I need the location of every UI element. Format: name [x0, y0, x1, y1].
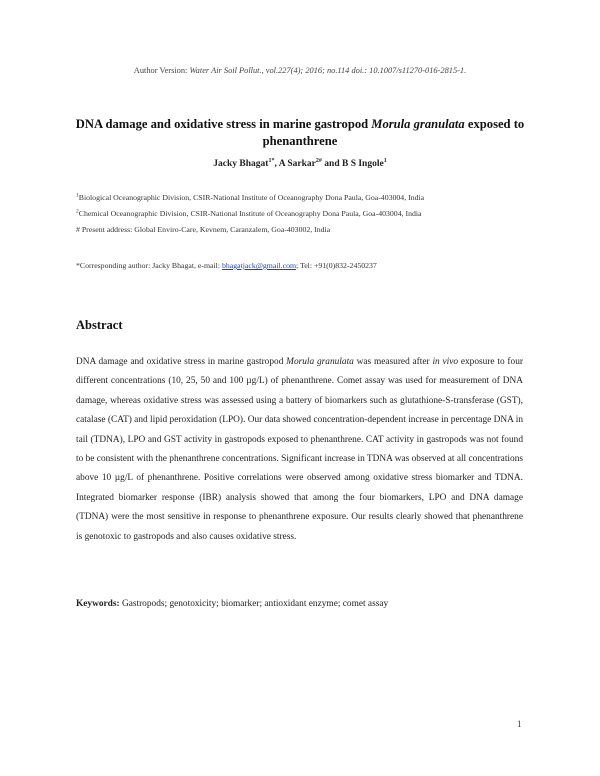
author-3-name: B S Ingole	[341, 159, 384, 169]
abstract-text: DNA damage and oxidative stress in marine gastropod	[76, 357, 287, 367]
keywords-text: Gastropods; genotoxicity; biomarker; antioxidant enzyme; comet assay	[119, 599, 389, 609]
email-link[interactable]: bhagatjack@gmail.com	[221, 261, 297, 270]
affiliation-2-text: Chemical Oceanographic Division, CSIR-National Institute of Oceanography Dona Paula, Goa-403004, India	[78, 209, 422, 218]
abstract-in-vivo: in vivo	[432, 357, 459, 367]
author-version-prefix: Author Version:	[133, 66, 190, 75]
abstract-text: was measured after	[353, 357, 433, 367]
abstract-text: exposure to four different concentrations (10, 25, 50 and 100 µg/L) of phenanthrene. Comet assay was used for measurement of DNA damage, whereas oxidative stress was assessed using a battery of biomarkers such as glutathione-S-transferase (GST), catalase (CAT) and lipid peroxidation (LPO). Our data showed concentration-dependent increase in percentage DNA in tail (TDNA), LPO and GST activity in gastropods exposed to phenanthrene. CAT activity in gastropods was not found to be consistent with the phenanthrene concentrations. Significant increase in TDNA was observed at all concentrations above 10 µg/L of phenanthrene. Positive correlations were observed among oxidative stress biomarker and TDNA. Integrated biomarker response (IBR) analysis showed that among the four biomarkers, LPO and DNA damage (TDNA) were the most sensitive in response to phenanthrene exposure. Our results clearly showed that phenanthrene is genotoxic to gastropods and also causes oxidative stress.	[76, 357, 523, 542]
affiliation-1-text: Biological Oceanographic Division, CSIR-National Institute of Oceanography Dona Paula, Goa-403004, India	[78, 193, 425, 202]
author-1-name: Jacky Bhagat	[213, 159, 269, 169]
abstract-body	[76, 353, 523, 547]
present-address-text: # Present address: Global Enviro-Care, Kevnem, Caranzalem, Goa-403002, India	[76, 225, 331, 234]
corresponding-prefix: *Corresponding author: Jacky Bhagat, e-mail:	[76, 261, 222, 270]
affiliation-1	[76, 193, 424, 202]
author-separator: and	[321, 159, 342, 169]
title-part1: DNA damage and oxidative stress in marine gastropod	[75, 117, 372, 131]
author-3-sup: 1	[383, 157, 387, 164]
author-2-sup: 2#	[315, 157, 322, 164]
title-part2: exposed to phenanthrene	[262, 117, 525, 148]
author-separator: ,	[274, 159, 279, 169]
keywords-label: Keywords:	[76, 599, 120, 609]
abstract-species: Morula granulata	[286, 357, 354, 367]
present-address	[76, 225, 330, 234]
author-2-name: A Sarkar	[278, 159, 316, 169]
corresponding-suffix: ; Tel: +91(0)832-2450237	[296, 261, 377, 270]
affiliation-1-sup: 1	[76, 192, 79, 199]
page-number: 1	[517, 719, 522, 729]
paper-title	[60, 116, 540, 150]
title-species: Morula granulata	[371, 117, 465, 131]
author-1-sup: 1*	[268, 157, 275, 164]
author-list	[0, 159, 600, 169]
citation: Water Air Soil Pollut., vol.227(4); 2016; no.114 doi.: 10.1007/s11270-016-2815-1.	[189, 66, 467, 75]
author-version-line	[0, 66, 600, 75]
corresponding-author	[76, 261, 377, 270]
abstract-heading: Abstract	[76, 318, 123, 332]
affiliation-2-sup: 2	[76, 208, 79, 215]
keywords	[76, 599, 388, 609]
affiliation-2	[76, 209, 422, 218]
